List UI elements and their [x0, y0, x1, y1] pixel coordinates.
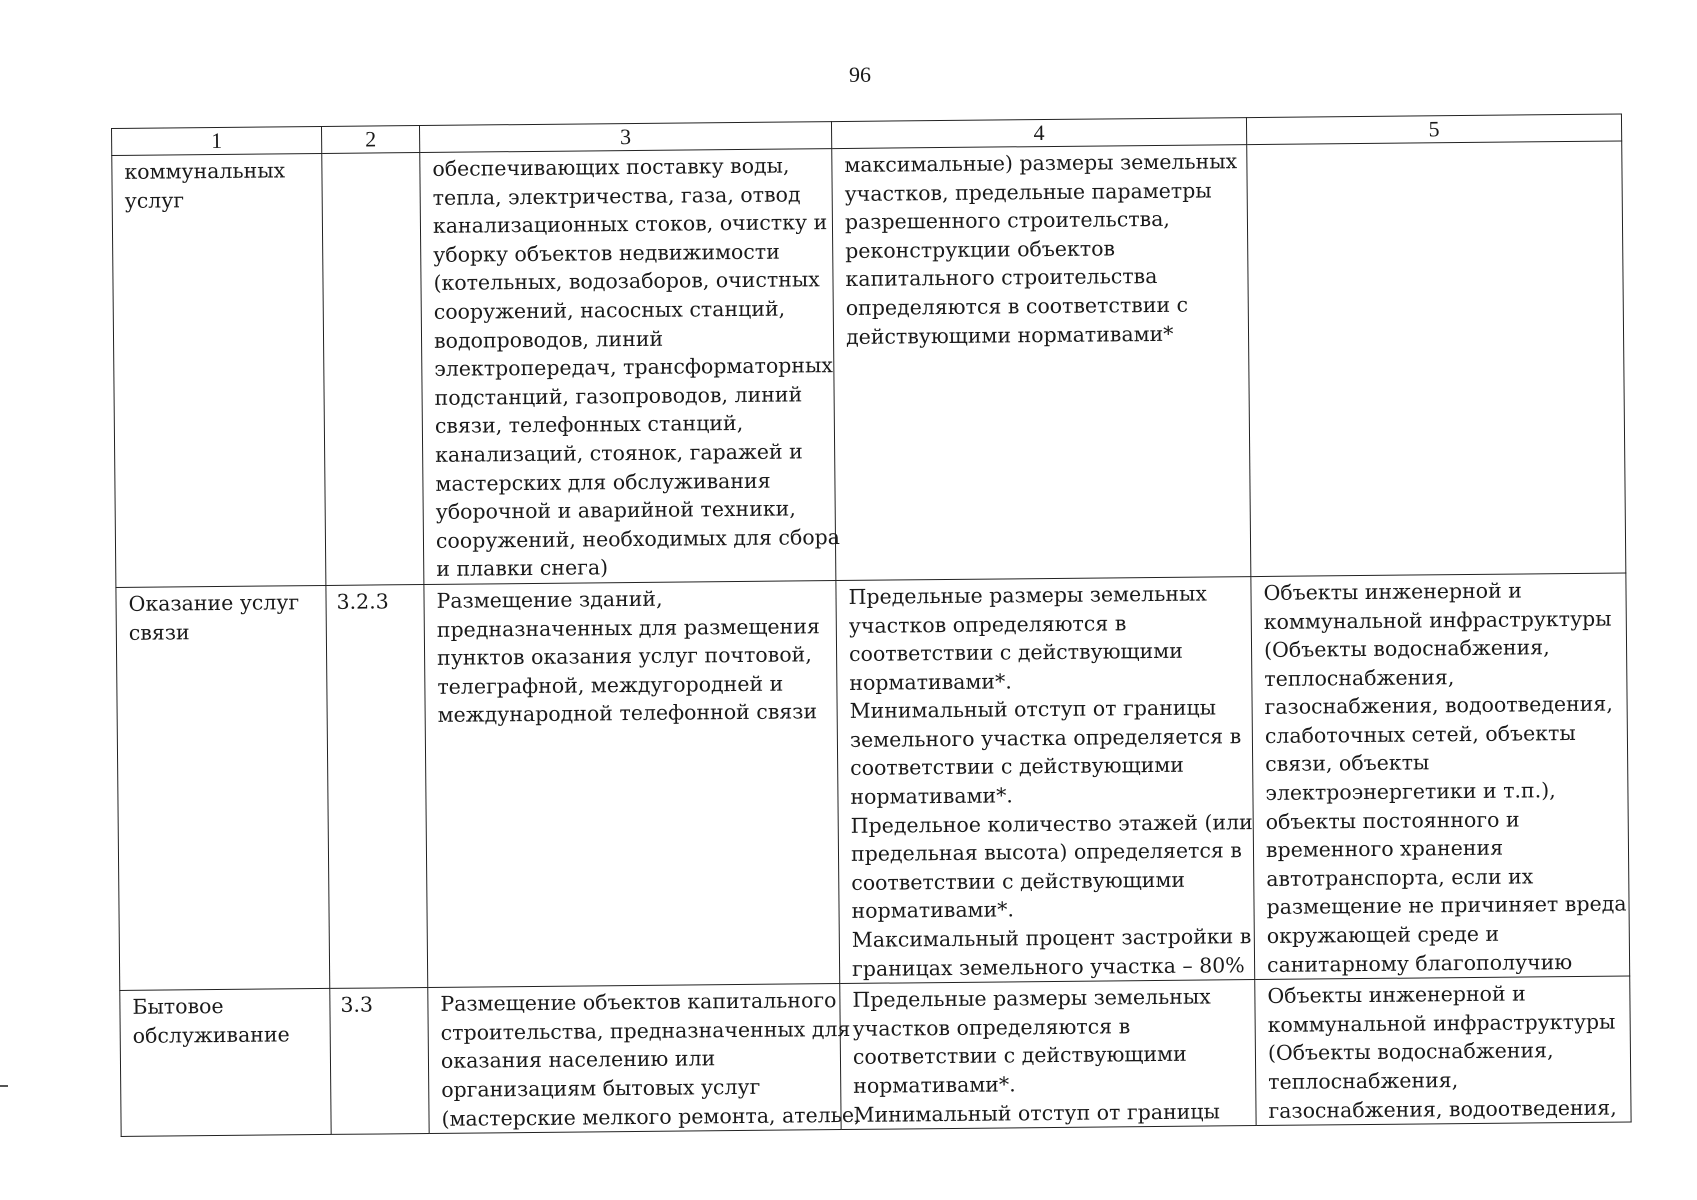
- table-row: [120, 976, 1631, 1136]
- cell-text-line: Бытовое: [132, 994, 224, 1020]
- table-cell-col4: [836, 576, 1255, 983]
- cell-text-line: предельная высота) определяется в: [850, 838, 1242, 867]
- cell-text-line: обслуживание: [132, 1022, 290, 1048]
- cell-text-line: объекты постоянного и: [1265, 807, 1520, 834]
- cell-text-line: оказания населению или: [440, 1046, 716, 1074]
- table-cell-col2: [322, 153, 424, 586]
- cell-text-line: организациям бытовых услуг: [441, 1074, 761, 1102]
- cell-text-line: связи, телефонных станций,: [434, 411, 744, 439]
- cell-text-line: теплоснабжения,: [1264, 664, 1455, 691]
- cell-text-line: канализационных стоков, очистку и: [432, 210, 828, 239]
- cell-text-line: Минимальный отступ от границы: [849, 695, 1217, 724]
- cell-text-line: разрешенного строительства,: [844, 207, 1170, 235]
- table-cell-col4: [840, 980, 1256, 1130]
- cell-text-line: участков определяются в: [852, 1014, 1131, 1041]
- cell-text-line: Максимальный процент застройки в: [851, 924, 1252, 952]
- cell-text-line: автотранспорта, если их: [1266, 864, 1534, 891]
- cell-text-line: санитарному благополучию: [1266, 949, 1573, 977]
- cell-text-line: Объекты инженерной и: [1263, 578, 1523, 605]
- cell-text-line: (мастерские мелкого ремонта, ателье,: [441, 1102, 861, 1131]
- table-cell-col3: [428, 984, 861, 1134]
- cell-text-line: тепла, электричества, газа, отвод: [432, 181, 801, 210]
- cell-text-line: земельного участка определяется в: [849, 724, 1242, 752]
- table-cell-col1: [120, 989, 331, 1137]
- table-cell-col2: [330, 988, 429, 1135]
- table-cell-col4: [832, 145, 1251, 581]
- cell-text-line: соответствии с действующими: [848, 638, 1183, 667]
- cell-text-line: Предельное количество этажей (или: [850, 809, 1253, 838]
- cell-text-line: максимальные) размеры земельных: [844, 149, 1238, 177]
- cell-text-line: участков определяются в: [848, 610, 1127, 638]
- cell-text-line: нормативами*.: [851, 897, 1015, 924]
- cell-text-line: (Объекты водоснабжения,: [1267, 1038, 1554, 1066]
- cell-text-line: электроэнергетики и т.п.),: [1265, 778, 1556, 806]
- cell-text-line: мастерских для обслуживания: [435, 468, 771, 496]
- cell-text-line: соответствии с действующими: [851, 867, 1186, 895]
- cell-text-line: Оказание услуг: [128, 590, 300, 616]
- header-col-5: 5: [1246, 114, 1621, 145]
- header-col-4: 4: [831, 118, 1246, 149]
- cell-text-line: Предельные размеры земельных: [852, 984, 1211, 1013]
- cell-text-line: коммунальной инфраструктуры: [1263, 606, 1612, 634]
- cell-text-line: окружающей среде и: [1266, 921, 1500, 948]
- cell-text-line: Объекты инженерной и: [1267, 981, 1526, 1009]
- cell-text-line: 3.2.3: [336, 589, 389, 614]
- cell-text-line: обеспечивающих поставку воды,: [432, 153, 790, 181]
- cell-text-line: газоснабжения, водоотведения,: [1264, 691, 1613, 720]
- cell-text-line: газоснабжения, водоотведения,: [1268, 1095, 1617, 1123]
- header-col-1: 1: [112, 126, 322, 155]
- margin-mark: [0, 1085, 8, 1087]
- cell-text-line: канализаций, стоянок, гаражей и: [435, 439, 803, 467]
- cell-text-line: международной телефонной связи: [437, 699, 818, 728]
- cell-text-line: теплоснабжения,: [1268, 1068, 1459, 1094]
- cell-text-line: предназначенных для размещения: [436, 613, 820, 642]
- cell-text-line: Предельные размеры земельных: [848, 581, 1208, 609]
- cell-text-line: связи, объекты: [1265, 750, 1430, 777]
- cell-text-line: нормативами*.: [849, 669, 1012, 695]
- cell-text-line: временного хранения: [1265, 835, 1504, 863]
- cell-text-line: подстанций, газопроводов, линий: [434, 382, 803, 410]
- table-cell-col3: [424, 580, 840, 987]
- cell-text-line: (Объекты водоснабжения,: [1263, 635, 1550, 663]
- cell-text-line: нормативами*.: [850, 783, 1014, 809]
- cell-text-line: уборку объектов недвижимости: [433, 239, 780, 267]
- cell-text-line: капитального строительства: [845, 264, 1158, 292]
- cell-text-line: сооружений, насосных станций,: [433, 296, 786, 324]
- table-row: [116, 573, 1630, 991]
- cell-text-line: строительства, предназначенных для: [440, 1016, 851, 1045]
- table-cell-col5: [1247, 141, 1626, 576]
- cell-text-line: телеграфной, междугородней и: [437, 671, 784, 699]
- cell-text-line: (котельных, водозаборов, очистных: [433, 267, 820, 296]
- cell-text-line: реконструкции объектов: [845, 236, 1116, 263]
- cell-text-line: Размещение объектов капитального: [440, 988, 837, 1017]
- cell-text-line: водопроводов, линий: [433, 326, 664, 353]
- table-cell-col5: [1255, 976, 1631, 1126]
- table-cell-col5: [1251, 573, 1630, 980]
- table-cell-col1: [116, 585, 330, 990]
- cell-text-line: коммунальной инфраструктуры: [1267, 1009, 1616, 1037]
- table-row: [112, 141, 1626, 587]
- cell-text-line: Размещение зданий,: [436, 586, 663, 613]
- cell-text-line: соответствии с действующими: [852, 1042, 1187, 1070]
- cell-text-line: связи: [128, 619, 190, 645]
- page-number: 96: [849, 62, 871, 87]
- cell-text-line: слаботочных сетей, объекты: [1264, 720, 1576, 748]
- table-cell-col2: [326, 584, 428, 988]
- table-cell-col3: [420, 149, 841, 585]
- cell-text-line: нормативами*.: [853, 1072, 1016, 1098]
- cell-text-line: коммунальных: [124, 158, 286, 184]
- cell-text-line: 3.3: [340, 992, 374, 1018]
- header-col-3: 3: [419, 122, 831, 153]
- cell-text-line: границах земельного участка – 80%: [851, 952, 1245, 981]
- table-cell-col1: [112, 153, 326, 587]
- cell-text-line: услуг: [124, 187, 185, 213]
- cell-text-line: участков, предельные параметры: [844, 178, 1212, 206]
- cell-text-line: размещение не причиняет вреда: [1266, 891, 1627, 920]
- cell-text-line: уборочной и аварийной техники,: [435, 496, 796, 525]
- cell-text-line: сооружений, необходимых для сбора: [435, 524, 841, 553]
- header-col-2: 2: [321, 126, 419, 154]
- cell-text-line: электропередач, трансформаторных: [434, 353, 834, 382]
- cell-text-line: Минимальный отступ от границы: [853, 1098, 1220, 1127]
- cell-text-line: соответствии с действующими: [850, 753, 1185, 781]
- cell-text-line: определяются в соответствии с: [845, 292, 1189, 320]
- cell-text-line: действующими нормативами*: [845, 321, 1174, 349]
- zoning-table: [111, 113, 1632, 1137]
- cell-text-line: и плавки снега): [436, 555, 609, 582]
- cell-text-line: пунктов оказания услуг почтовой,: [436, 642, 812, 670]
